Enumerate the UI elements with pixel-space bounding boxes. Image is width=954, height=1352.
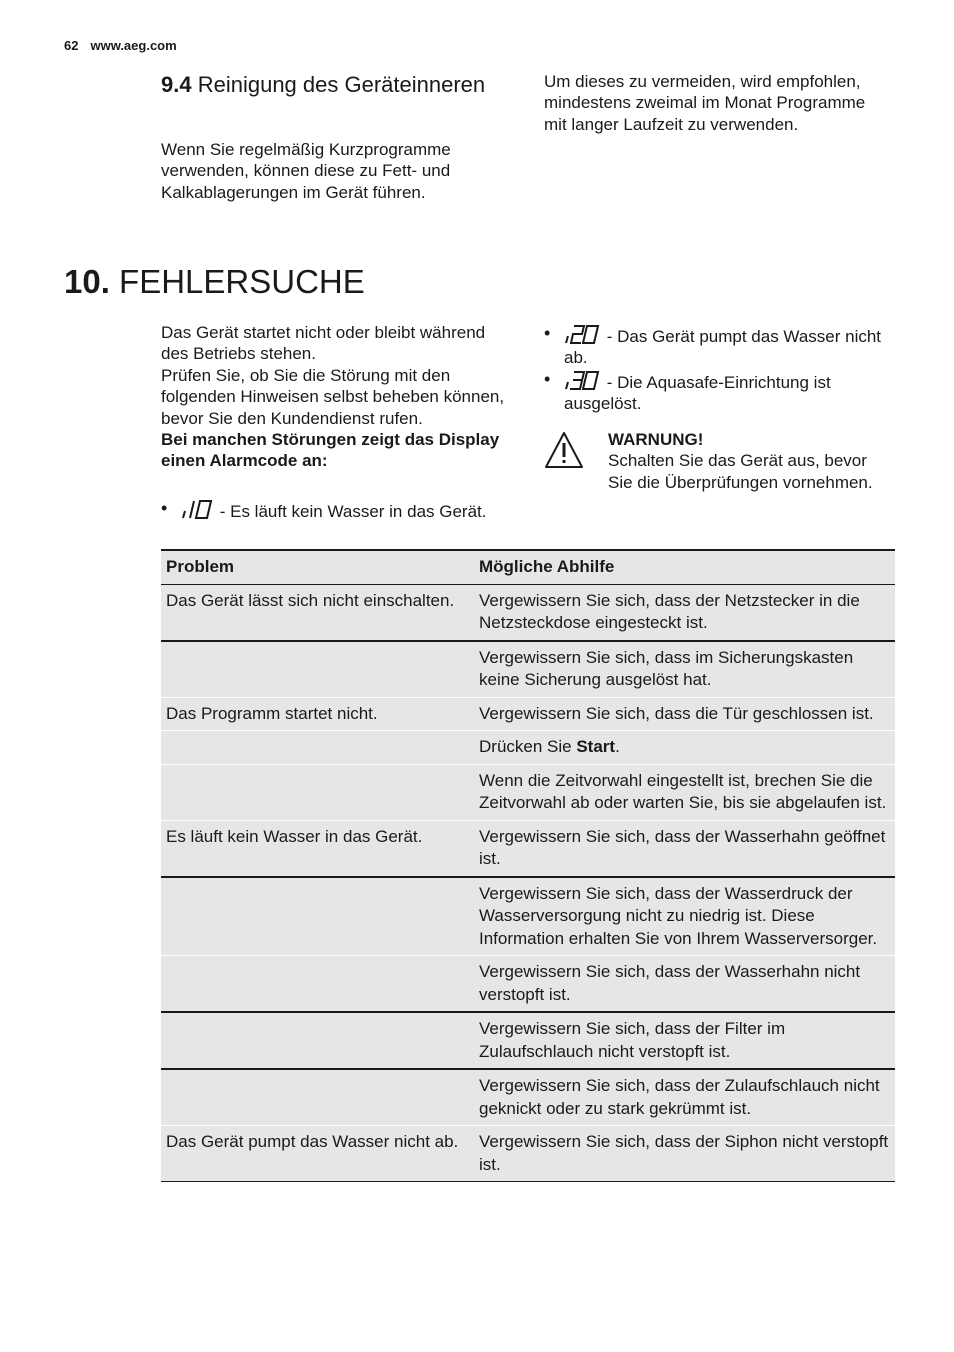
alarm-code-i30-icon <box>564 369 602 391</box>
chapter-title: FEHLERSUCHE <box>119 263 365 300</box>
table-row <box>161 764 895 820</box>
problem-cell <box>161 1069 474 1126</box>
remedy-cell: Vergewissern Sie sich, dass der Wasserhahn nicht verstopft ist. <box>474 956 895 1013</box>
table-row <box>161 1069 895 1126</box>
table-row <box>161 731 895 765</box>
warning-triangle-icon <box>544 431 584 469</box>
problem-cell <box>161 956 474 1013</box>
table-row <box>161 877 895 956</box>
remedy-cell: Vergewissern Sie sich, dass die Tür geschlossen ist. <box>474 697 895 731</box>
remedy-cell: Vergewissern Sie sich, dass der Zulaufschlauch nicht geknickt oder zu stark gekrümmt ist. <box>474 1069 895 1126</box>
cleaning-paragraph-left: Wenn Sie regelmäßig Kurzprogramme verwenden, können diese zu Fett- und Kalkablagerungen im Gerät führen. <box>161 140 451 202</box>
table-row <box>161 956 895 1013</box>
alarm-code-list-right <box>544 323 889 415</box>
page-header <box>64 38 177 53</box>
website: www.aeg.com <box>90 38 177 53</box>
section-number: 9.4 <box>161 72 192 97</box>
alarm-code-i20-icon <box>564 323 602 345</box>
table-row <box>161 641 895 698</box>
problem-cell <box>161 877 474 956</box>
bullet: • <box>544 368 551 389</box>
alarm-code-text: - Die Aquasafe-Einrichtung ist ausgelöst. <box>564 372 831 414</box>
problem-cell: Das Gerät pumpt das Wasser nicht ab. <box>161 1126 474 1182</box>
alarm-code-i10-icon <box>181 498 215 520</box>
alarm-code-item <box>544 323 889 369</box>
remedy-cell: Vergewissern Sie sich, dass der Siphon nicht verstopft ist. <box>474 1126 895 1182</box>
warning-text: Schalten Sie das Gerät aus, bevor Sie die Überprüfungen vornehmen. <box>608 451 873 492</box>
intro-bold-note: Bei manchen Störungen zeigt das Display einen Alarmcode an: <box>161 430 500 471</box>
alarm-code-item <box>544 369 889 415</box>
table-header-row <box>161 550 895 584</box>
remedy-cell: Vergewissern Sie sich, dass der Wasserhahn geöffnet ist. <box>474 820 895 877</box>
table-row <box>161 820 895 877</box>
bullet: • <box>161 498 168 518</box>
section-heading-9-4 <box>161 71 491 98</box>
remedy-suffix: . <box>615 737 620 756</box>
problem-cell <box>161 764 474 820</box>
problem-cell <box>161 641 474 698</box>
alarm-code-item <box>161 498 506 522</box>
remedy-prefix: Drücken Sie <box>479 737 577 756</box>
table-row <box>161 1012 895 1069</box>
remedy-cell: Vergewissern Sie sich, dass der Filter im Zulaufschlauch nicht verstopft ist. <box>474 1012 895 1069</box>
alarm-code-text: - Es läuft kein Wasser in das Gerät. <box>219 502 487 521</box>
troubleshooting-table <box>161 549 895 1182</box>
problem-cell <box>161 1012 474 1069</box>
problem-cell: Das Programm startet nicht. <box>161 697 474 731</box>
section-title: Reinigung des Geräteinneren <box>197 72 486 97</box>
cleaning-paragraph-right: Um dieses zu vermeiden, wird empfohlen, mindestens zweimal im Monat Programme mit langer Laufzeit zu verwenden. <box>544 72 866 134</box>
problem-cell: Das Gerät lässt sich nicht einschalten. <box>161 584 474 641</box>
chapter-number: 10. <box>64 263 110 300</box>
warning-box <box>608 429 883 493</box>
column-header-remedy: Mögliche Abhilfe <box>474 550 895 584</box>
problem-cell: Es läuft kein Wasser in das Gerät. <box>161 820 474 877</box>
table-row <box>161 584 895 641</box>
problem-cell <box>161 731 474 765</box>
alarm-code-text: - Das Gerät pumpt das Wasser nicht ab. <box>564 327 882 368</box>
remedy-cell: Wenn die Zeitvorwahl eingestellt ist, brechen Sie die Zeitvorwahl ab oder warten Sie, bis sie abgelaufen ist. <box>474 764 895 820</box>
intro-paragraph-2: Prüfen Sie, ob Sie die Störung mit den folgenden Hinweisen selbst beheben können, bevor Sie den Kundendienst rufen. <box>161 365 505 428</box>
remedy-cell: Vergewissern Sie sich, dass im Sicherungskasten keine Sicherung ausgelöst hat. <box>474 641 895 698</box>
start-button-label: Start <box>576 737 616 756</box>
remedy-cell: Vergewissern Sie sich, dass der Wasserdruck der Wasserversorgung nicht zu niedrig ist. Diese Information erhalten Sie von Ihrem Wasserversorger. <box>474 877 895 956</box>
troubleshooting-intro <box>161 322 511 472</box>
remedy-cell <box>474 731 895 765</box>
table-row <box>161 1126 895 1182</box>
warning-title: WARNUNG! <box>608 430 704 449</box>
table-row <box>161 697 895 731</box>
page-number: 62 <box>64 38 79 53</box>
chapter-heading <box>64 262 365 302</box>
bullet: • <box>544 323 551 343</box>
intro-paragraph-1: Das Gerät startet nicht oder bleibt während des Betriebs stehen. <box>161 323 486 364</box>
remedy-cell: Vergewissern Sie sich, dass der Netzstecker in die Netzsteckdose eingesteckt ist. <box>474 584 895 641</box>
alarm-code-list-left <box>161 498 506 522</box>
column-header-problem: Problem <box>161 550 474 584</box>
